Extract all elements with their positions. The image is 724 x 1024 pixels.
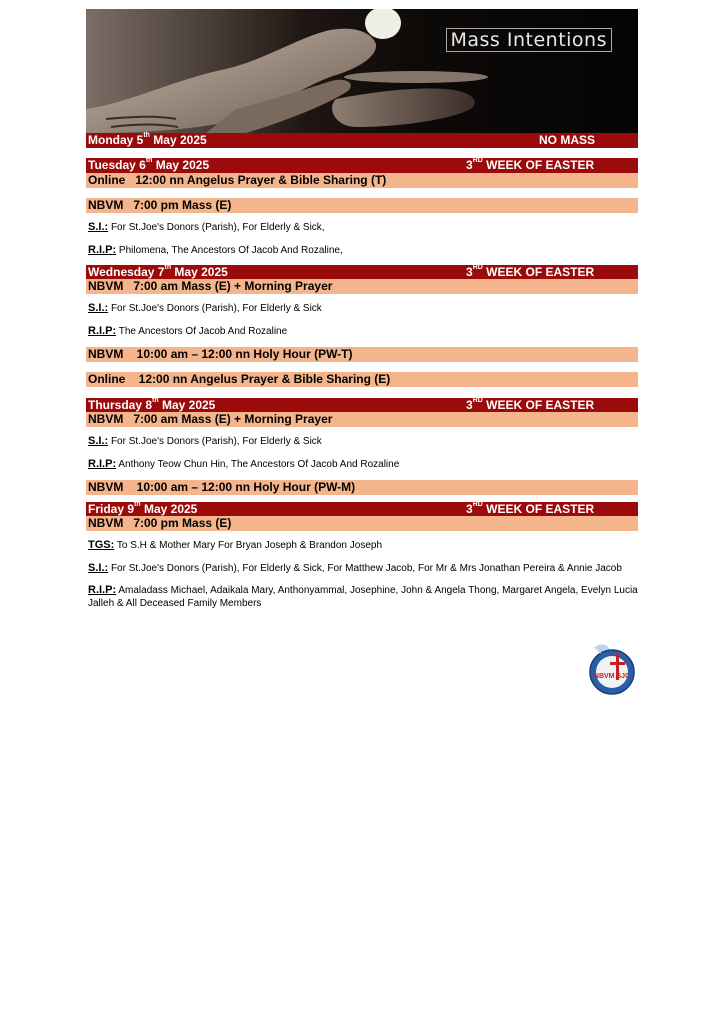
rip-text: Philomena, The Ancestors Of Jacob And Rozaline, xyxy=(118,245,343,256)
day-date-rest: May 2025 xyxy=(140,502,198,516)
si-label: S.I.: xyxy=(88,221,109,233)
intention-si xyxy=(88,435,322,448)
session-morning-mass: NBVM 7:00 am Mass (E) + Morning Prayer xyxy=(86,412,638,427)
liturgical-week: 3RD WEEK OF EASTER xyxy=(466,501,595,516)
rip-label: R.I.P: xyxy=(88,325,117,337)
day-header-thursday xyxy=(86,398,638,413)
rip-text: The Ancestors Of Jacob And Rozaline xyxy=(118,326,288,337)
page-title: Mass Intentions xyxy=(446,28,613,52)
logo-lettering: NBVM SJC xyxy=(593,673,631,680)
day-header-monday xyxy=(86,133,638,148)
day-date-rest: May 2025 xyxy=(152,158,210,172)
date-suffix: th xyxy=(143,132,150,139)
intention-si xyxy=(88,221,325,234)
si-text: For St.Joe's Donors (Parish), For Elderly & Sick xyxy=(110,303,322,314)
tgs-text: To S.H & Mother Mary For Bryan Joseph & Brandon Joseph xyxy=(116,540,383,551)
si-label: S.I.: xyxy=(88,302,109,314)
day-date: Tuesday 6 xyxy=(88,158,146,172)
intention-rip xyxy=(88,458,399,471)
si-label: S.I.: xyxy=(88,562,109,574)
day-date: Friday 9 xyxy=(88,502,135,516)
session-evening-mass: NBVM 7:00 pm Mass (E) xyxy=(86,516,638,531)
intention-si xyxy=(88,302,322,315)
day-date-rest: May 2025 xyxy=(171,265,228,279)
liturgical-week: 3RD WEEK OF EASTER xyxy=(466,157,595,172)
intention-tgs xyxy=(88,539,382,552)
header-banner xyxy=(86,9,638,134)
liturgical-week: 3RD WEEK OF EASTER xyxy=(466,397,595,412)
date-suffix: th xyxy=(152,397,159,404)
si-text: For St.Joe's Donors (Parish), For Elderly & Sick xyxy=(110,436,322,447)
day-date: Wednesday 7 xyxy=(88,265,165,279)
rip-label: R.I.P: xyxy=(88,584,117,596)
session-holy-hour: NBVM 10:00 am – 12:00 nn Holy Hour (PW-T) xyxy=(86,347,638,362)
date-suffix: th xyxy=(145,157,153,164)
day-date-rest: May 2025 xyxy=(149,133,207,147)
si-text: For St.Joe's Donors (Parish), For Elderly & Sick, For Matthew Jacob, For Mr & Mrs Jonathan Pereira & Annie Jacob xyxy=(110,563,622,574)
session-online-angelus: Online 12:00 nn Angelus Prayer & Bible Sharing (T) xyxy=(86,173,638,188)
date-suffix: th xyxy=(134,501,141,508)
session-morning-mass: NBVM 7:00 am Mass (E) + Morning Prayer xyxy=(86,279,638,294)
session-online-angelus: Online 12:00 nn Angelus Prayer & Bible Sharing (E) xyxy=(86,372,638,387)
day-header-friday xyxy=(86,502,638,517)
intention-rip xyxy=(88,244,343,257)
rip-label: R.I.P: xyxy=(88,244,117,256)
date-suffix: th xyxy=(164,264,172,271)
tgs-label: TGS: xyxy=(88,539,115,551)
rip-text: Amaladass Michael, Adaikala Mary, Anthonyammal, Josephine, John & Angela Thong, Margaret Angela, Evelyn Lucia Jalleh & All Deceased Family Members xyxy=(88,585,638,609)
no-mass-label: NO MASS xyxy=(539,133,596,147)
session-holy-hour: NBVM 10:00 am – 12:00 nn Holy Hour (PW-M) xyxy=(86,480,638,495)
rip-text: Anthony Teow Chun Hin, The Ancestors Of Jacob And Rozaline xyxy=(118,459,400,470)
intention-rip xyxy=(88,325,287,338)
intention-rip xyxy=(88,584,638,610)
day-date-rest: May 2025 xyxy=(158,398,216,412)
day-header-tuesday xyxy=(86,158,638,173)
liturgical-week: 3RD WEEK OF EASTER xyxy=(466,264,595,279)
day-date: Monday 5 xyxy=(88,133,144,147)
si-text: For St.Joe's Donors (Parish), For Elderly & Sick, xyxy=(110,222,325,233)
si-label: S.I.: xyxy=(88,435,109,447)
intention-si xyxy=(88,562,622,575)
parish-logo xyxy=(586,640,640,696)
rip-label: R.I.P: xyxy=(88,458,117,470)
session-evening-mass: NBVM 7:00 pm Mass (E) xyxy=(86,198,638,213)
day-header-wednesday xyxy=(86,265,638,280)
mass-intentions-page xyxy=(86,9,638,609)
day-date: Thursday 8 xyxy=(88,398,153,412)
